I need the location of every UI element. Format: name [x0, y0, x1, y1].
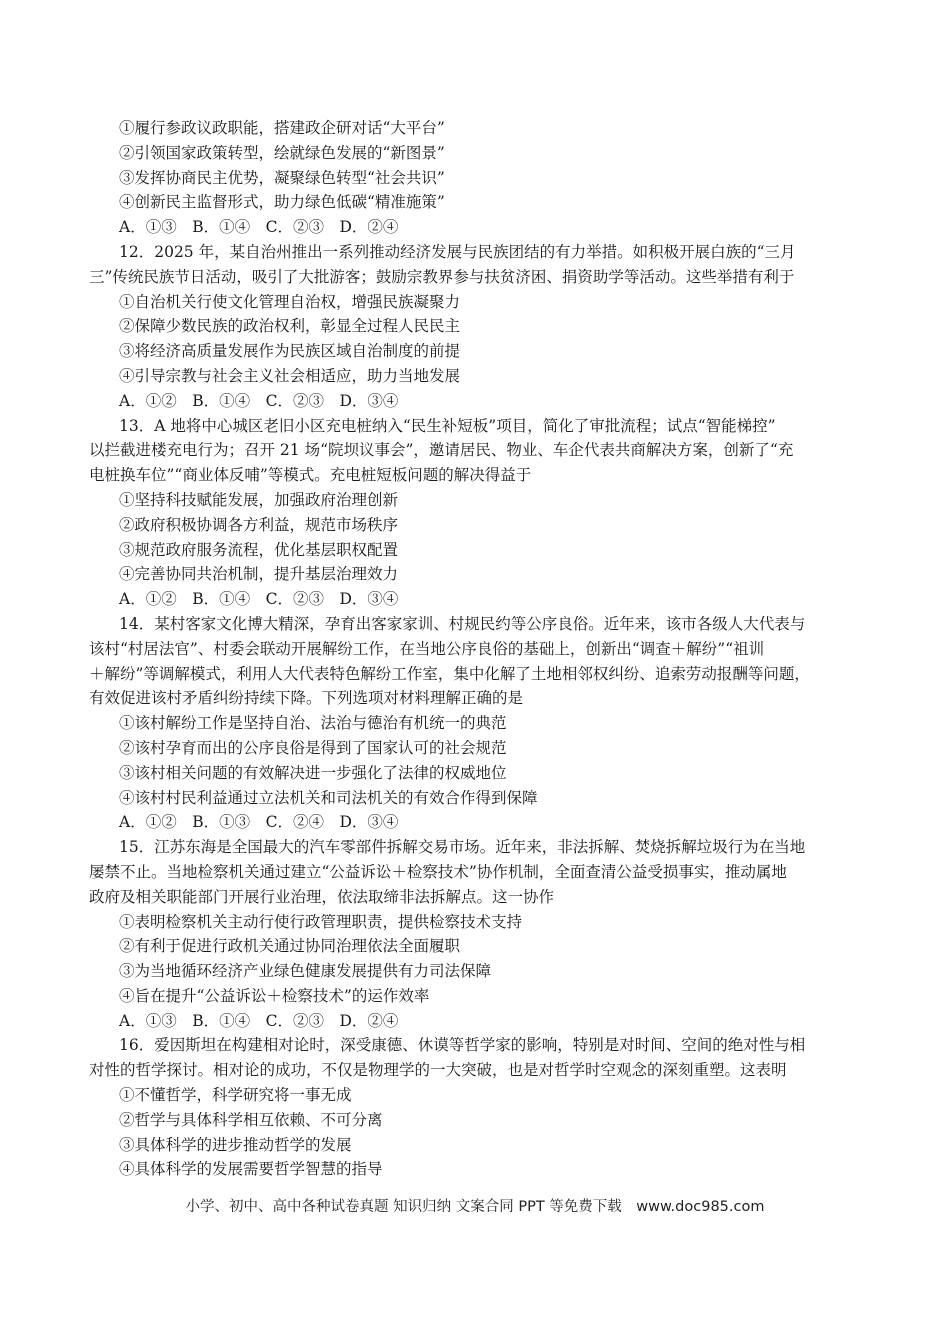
q14-stem-line-2: 该村“村居法官”、村委会联动开展解纷工作，在当地公序良俗的基础上，创新出“调查＋解纷”“祖训: [89, 639, 765, 658]
q11-option-4: ④创新民主监督形式，助力绿色低碳“精准施策”: [119, 193, 445, 212]
q12-stem-line-1: 12．2025 年，某自治州推出一系列推动经济发展与民族团结的有力举措。如积极开展白族的“三月: [119, 242, 796, 261]
q11-answers: A．①③ B．①④ C．②③ D．②④: [119, 218, 399, 237]
q16-stem-line-1: 16．爱因斯坦在构建相对论时，深受康德、休谟等哲学家的影响，特别是对时间、空间的绝对性与相: [119, 1036, 806, 1055]
q12-option-2: ②保障少数民族的政治权利，彰显全过程人民民主: [119, 317, 461, 336]
q16-option-2: ②哲学与具体科学相互依赖、不可分离: [119, 1110, 383, 1129]
q13-option-3: ③规范政府服务流程，优化基层职权配置: [119, 540, 399, 559]
q14-option-3: ③该村相关问题的有效解决进一步强化了法律的权威地位: [119, 763, 507, 782]
q14-stem-line-4: 有效促进该村矛盾纠纷持续下降。下列选项对材料理解正确的是: [89, 689, 524, 708]
q15-option-3: ③为当地循环经济产业绿色健康发展提供有力司法保障: [119, 962, 492, 981]
page-footer-ad: 小学、初中、高中各种试卷真题 知识归纳 文案合同 PPT 等免费下载 www.doc985.com: [185, 1199, 765, 1215]
q14-option-1: ①该村解纷工作是坚持自治、法治与德治有机统一的典范: [119, 714, 507, 733]
q12-stem-line-2: 三”传统民族节日活动，吸引了大批游客；鼓励宗教界参与扶贫济困、捐资助学等活动。这些举措有利于: [89, 267, 795, 286]
q15-stem-line-1: 15．江苏东海是全国最大的汽车零部件拆解交易市场。近年来，非法拆解、焚烧拆解垃圾行为在当地: [119, 838, 806, 857]
q13-stem-line-2: 以拦截进楼充电行为；召开 21 场“院坝议事会”，邀请居民、物业、车企代表共商解决方案，创新了“充: [89, 441, 794, 460]
q14-option-2: ②该村孕育而出的公序良俗是得到了国家认可的社会规范: [119, 738, 507, 757]
q14-option-4: ④该村村民利益通过立法机关和司法机关的有效合作得到保障: [119, 788, 538, 807]
q15-stem-line-2: 屡禁不止。当地检察机关通过建立“公益诉讼＋检察技术”协作机制，全面查清公益受损事实，推动属地: [89, 862, 787, 881]
q14-stem-line-1: 14．某村客家文化博大精深，孕育出客家家训、村规民约等公序良俗。近年来，该市各级人大代表与: [119, 614, 806, 633]
q11-option-3: ③发挥协商民主优势，凝聚绿色转型“社会共识”: [119, 168, 445, 187]
q13-answers: A．①② B．①④ C．②③ D．③④: [119, 590, 399, 609]
q13-option-2: ②政府积极协调各方利益，规范市场秩序: [119, 515, 399, 534]
q12-answers: A．①② B．①④ C．②③ D．③④: [119, 391, 399, 410]
q15-stem-line-3: 政府及相关职能部门开展行业治理，依法取缔非法拆解点。这一协作: [89, 887, 555, 906]
q11-option-2: ②引领国家政策转型，绘就绿色发展的“新图景”: [119, 143, 445, 162]
exam-content: [89, 116, 879, 1182]
q14-stem-line-3: ＋解纷”等调解模式，利用人大代表特色解纷工作室，集中化解了土地相邻权纠纷、追索劳动报酬等问题，: [89, 664, 810, 683]
q13-stem-line-3: 电桩换车位”“商业体反哺”等模式。充电桩短板问题的解决得益于: [89, 466, 532, 485]
q14-answers: A．①② B．①③ C．②④ D．③④: [119, 813, 399, 832]
q15-option-4: ④旨在提升“公益诉讼＋检察技术”的运作效率: [119, 986, 430, 1005]
q16-option-3: ③具体科学的进步推动哲学的发展: [119, 1135, 352, 1154]
q12-option-4: ④引导宗教与社会主义社会相适应，助力当地发展: [119, 366, 461, 385]
q13-option-4: ④完善协同共治机制，提升基层治理效力: [119, 565, 399, 584]
q13-option-1: ①坚持科技赋能发展，加强政府治理创新: [119, 490, 399, 509]
q16-option-1: ①不懂哲学，科学研究将一事无成: [119, 1086, 352, 1105]
q15-answers: A．①③ B．①④ C．②③ D．②④: [119, 1011, 399, 1030]
q13-stem-line-1: 13．A 地将中心城区老旧小区充电桩纳入“民生补短板”项目，简化了审批流程；试点“智能梯控”: [119, 416, 776, 435]
q16-option-4: ④具体科学的发展需要哲学智慧的指导: [119, 1160, 383, 1179]
q15-option-1: ①表明检察机关主动行使行政管理职责，提供检察技术支持: [119, 912, 523, 931]
q16-stem-line-2: 对性的哲学探讨。相对论的成功，不仅是物理学的一大突破，也是对哲学时空观念的深刻重塑。这表明: [89, 1061, 787, 1080]
q12-option-3: ③将经济高质量发展作为民族区域自治制度的前提: [119, 342, 461, 361]
q11-option-1: ①履行参政议政职能，搭建政企研对话“大平台”: [119, 119, 445, 137]
q12-option-1: ①自治机关行使文化管理自治权，增强民族凝聚力: [119, 292, 461, 311]
q15-option-2: ②有利于促进行政机关通过协同治理依法全面履职: [119, 937, 461, 956]
